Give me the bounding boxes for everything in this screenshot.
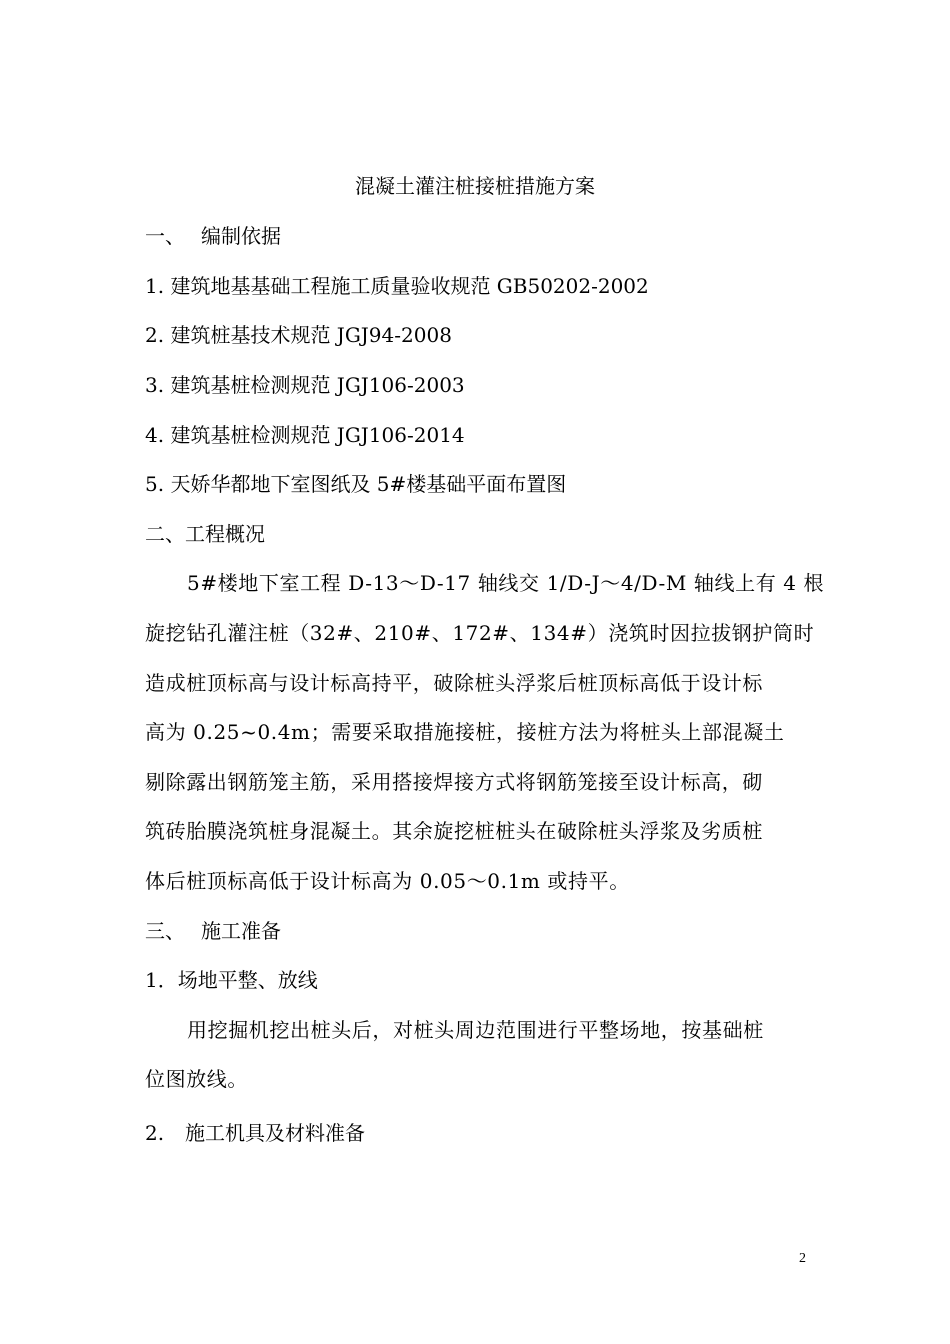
- paragraph-line: 造成桩顶标高与设计标高持平，破除桩头浮浆后桩顶标高低于设计标: [145, 671, 763, 695]
- section-heading-2: 二、工程概况: [145, 522, 265, 546]
- section-number: 一、: [145, 224, 185, 248]
- reference-item: 2. 建筑桩基技术规范 JGJ94-2008: [145, 323, 452, 347]
- subsection-number: 2.: [145, 1121, 165, 1145]
- section-title: 施工准备: [201, 919, 281, 943]
- reference-item: 5. 天娇华都地下室图纸及 5#楼基础平面布置图: [145, 472, 567, 496]
- paragraph-line: 用挖掘机挖出桩头后，对桩头周边范围进行平整场地，按基础桩: [187, 1018, 764, 1042]
- section-title: 编制依据: [201, 224, 281, 248]
- paragraph-line: 5#楼地下室工程 D-13～D-17 轴线交 1/D-J～4/D-M 轴线上有 4 根: [187, 571, 825, 595]
- document-title: 混凝土灌注桩接桩措施方案: [355, 174, 595, 198]
- subsection-heading: 1．场地平整、放线: [145, 968, 318, 992]
- page-number: 2: [799, 1251, 806, 1266]
- subsection-title: 施工机具及材料准备: [185, 1121, 365, 1145]
- reference-item: 3. 建筑基桩检测规范 JGJ106-2003: [145, 373, 465, 397]
- paragraph-line: 剔除露出钢筋笼主筋，采用搭接焊接方式将钢筋笼接至设计标高，砌: [145, 770, 763, 794]
- paragraph-line: 位图放线。: [145, 1067, 248, 1091]
- reference-item: 1. 建筑地基基础工程施工质量验收规范 GB50202-2002: [145, 274, 649, 298]
- section-number: 三、: [145, 919, 185, 943]
- paragraph-line: 高为 0.25~0.4m；需要采取措施接桩，接桩方法为将桩头上部混凝土: [145, 720, 785, 744]
- paragraph-line: 旋挖钻孔灌注桩（32#、210#、172#、134#）浇筑时因拉拔钢护筒时: [145, 621, 815, 645]
- section-heading-1: [145, 222, 281, 250]
- section-heading-3: [145, 917, 281, 945]
- paragraph-line: 筑砖胎膜浇筑桩身混凝土。其余旋挖桩桩头在破除桩头浮浆及劣质桩: [145, 819, 763, 843]
- reference-item: 4. 建筑基桩检测规范 JGJ106-2014: [145, 423, 465, 447]
- subsection-heading: [145, 1119, 365, 1147]
- paragraph-line: 体后桩顶标高低于设计标高为 0.05～0.1m 或持平。: [145, 869, 630, 893]
